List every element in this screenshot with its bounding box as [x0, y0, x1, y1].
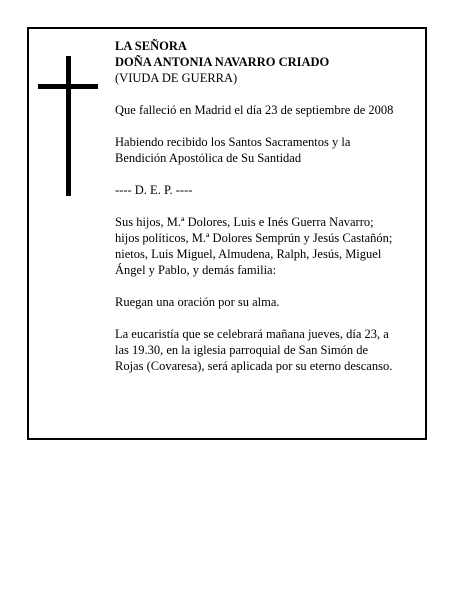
sacraments-line: Bendición Apostólica de Su Santidad: [115, 151, 302, 165]
mass-line: Rojas (Covaresa), será aplicada por su eterno descanso.: [115, 359, 393, 373]
family-line: hijos políticos, M.ª Dolores Semprún y Jesús Castañón;: [115, 231, 393, 245]
family-line: Sus hijos, M.ª Dolores, Luis e Inés Guerra Navarro;: [115, 215, 374, 229]
widow-line: (VIUDA DE GUERRA): [115, 71, 238, 85]
family-line: nietos, Luis Miguel, Almudena, Ralph, Jesús, Miguel: [115, 247, 382, 261]
title-line: LA SEÑORA: [115, 39, 187, 53]
mass-line: las 19.30, en la iglesia parroquial de San Simón de: [115, 343, 369, 357]
cross-icon: [66, 56, 71, 196]
family-line: Ángel y Pablo, y demás familia:: [115, 263, 277, 277]
mass-line: La eucaristía que se celebrará mañana jueves, día 23, a: [115, 327, 389, 341]
sacraments-line: Habiendo recibido los Santos Sacramentos y la: [115, 135, 351, 149]
rip-line: ---- D. E. P. ----: [115, 183, 193, 197]
cross-icon-bar: [38, 84, 98, 89]
death-date-line: Que falleció en Madrid el día 23 de septiembre de 2008: [115, 103, 394, 117]
obituary-text: [115, 38, 415, 374]
deceased-name: DOÑA ANTONIA NAVARRO CRIADO: [115, 55, 330, 69]
prayer-line: Ruegan una oración por su alma.: [115, 295, 280, 309]
